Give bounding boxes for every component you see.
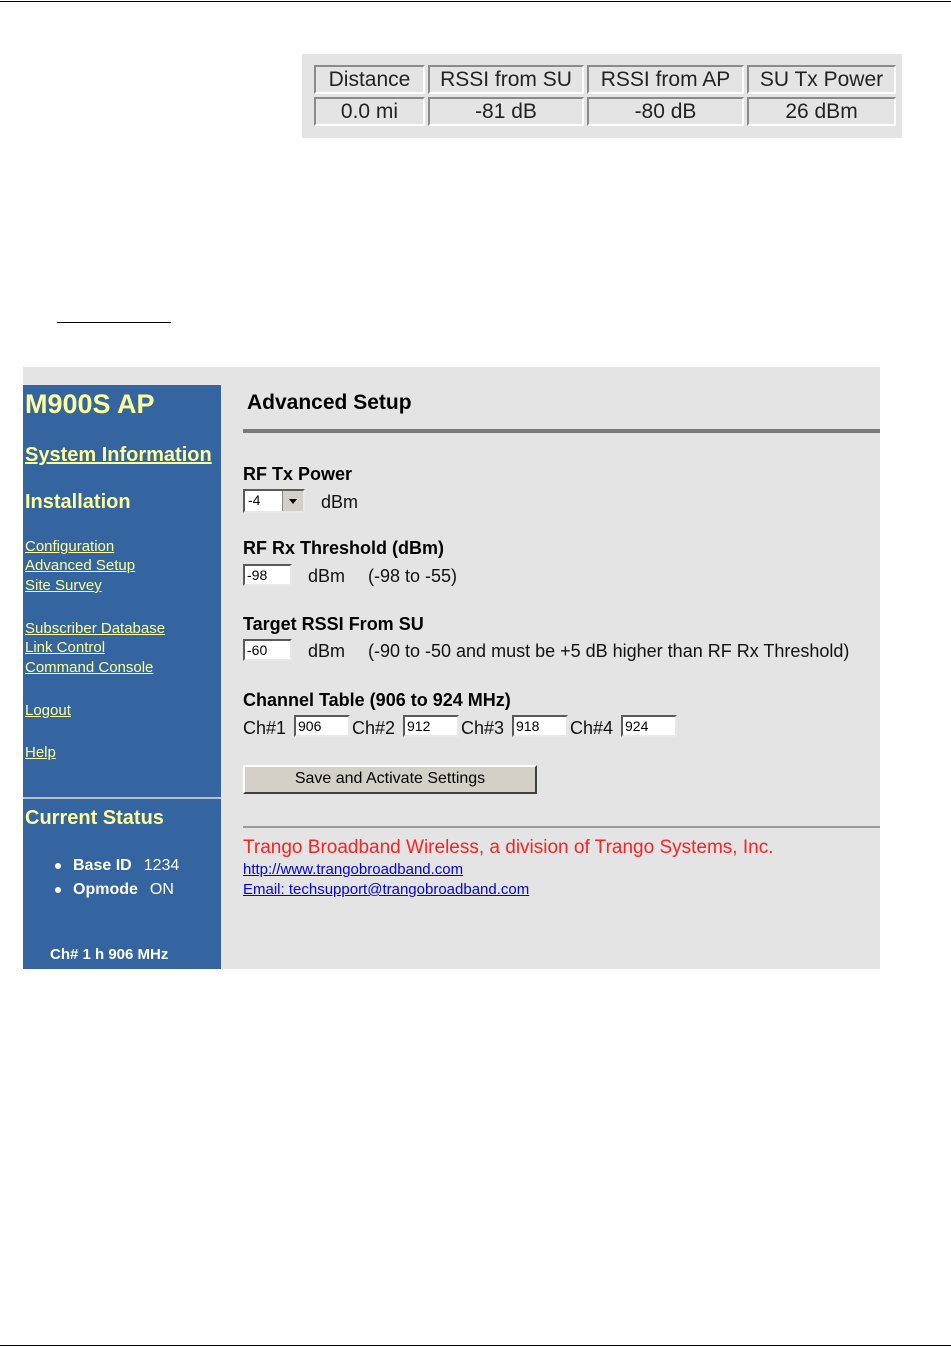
target-rssi-label: Target RSSI From SU	[243, 614, 424, 634]
rf-tx-power-unit: dBm	[321, 492, 359, 512]
value-distance: 0.0 mi	[314, 97, 425, 126]
channel-3-label: Ch#3	[461, 718, 505, 738]
rf-tx-power-label: RF Tx Power	[243, 464, 353, 484]
rf-rx-threshold-label: RF Rx Threshold (dBm)	[243, 538, 444, 558]
rf-rx-threshold-unit: dBm	[308, 566, 346, 586]
bottom-rule	[0, 1345, 951, 1346]
bullet-icon	[55, 863, 61, 869]
underline-decoration	[57, 322, 171, 323]
table-row	[314, 97, 896, 126]
sidebar-item-subscriber-database[interactable]: Subscriber Database	[25, 620, 166, 637]
status-value: 1234	[143, 857, 180, 874]
target-rssi-unit: dBm	[308, 641, 346, 661]
sidebar-item-site-survey[interactable]: Site Survey	[25, 577, 102, 594]
sidebar-item-link-control[interactable]: Link Control	[25, 639, 106, 656]
rf-rx-threshold-input[interactable]	[243, 564, 292, 586]
table-header-row	[314, 65, 896, 94]
target-rssi-input[interactable]	[243, 639, 292, 661]
footer-divider	[243, 826, 880, 828]
top-rule	[0, 1, 951, 2]
channel-4-label: Ch#4	[570, 718, 614, 738]
header-rssi-from-su: RSSI from SU	[428, 65, 584, 94]
channel-1-input[interactable]	[294, 715, 350, 737]
channel-3-input[interactable]	[512, 715, 568, 737]
website-link[interactable]: http://www.trangobroadband.com	[243, 861, 464, 878]
measurement-table	[311, 62, 899, 129]
channel-2-label: Ch#2	[352, 718, 396, 738]
channel-1-label: Ch#1	[243, 718, 287, 738]
rf-tx-power-select[interactable]	[243, 489, 305, 513]
sidebar	[23, 385, 221, 969]
sidebar-divider	[23, 797, 221, 799]
measurement-table-panel	[302, 54, 902, 138]
channel-2-input[interactable]	[403, 715, 459, 737]
header-rssi-from-ap: RSSI from AP	[587, 65, 744, 94]
value-rssi-from-ap: -80 dB	[587, 97, 744, 126]
title-divider	[243, 429, 880, 433]
chevron-down-icon[interactable]	[282, 491, 303, 511]
sidebar-item-configuration[interactable]: Configuration	[25, 538, 115, 555]
sidebar-item-command-console[interactable]: Command Console	[25, 659, 154, 676]
sidebar-item-advanced-setup[interactable]: Advanced Setup	[25, 557, 136, 574]
installation-heading: Installation	[25, 491, 131, 513]
target-rssi-note: (-90 to -50 and must be +5 dB higher than RF Rx Threshold)	[368, 641, 850, 661]
sidebar-item-logout[interactable]: Logout	[25, 702, 71, 719]
device-title: M900S AP	[25, 389, 155, 419]
value-su-tx-power: 26 dBm	[747, 97, 896, 126]
bullet-icon	[55, 887, 61, 893]
value-rssi-from-su: -81 dB	[428, 97, 584, 126]
header-distance: Distance	[314, 65, 425, 94]
status-value: ON	[149, 881, 174, 898]
page-title: Advanced Setup	[247, 391, 412, 414]
rf-tx-power-value: -4	[248, 492, 261, 508]
rf-rx-threshold-range: (-98 to -55)	[368, 566, 458, 586]
current-status-heading: Current Status	[25, 807, 164, 829]
sidebar-item-help[interactable]: Help	[25, 744, 56, 761]
channel-4-input[interactable]	[621, 715, 677, 737]
save-activate-button[interactable]: Save and Activate Settings	[243, 765, 537, 794]
status-label: Opmode	[73, 881, 138, 898]
advanced-setup-screenshot	[23, 367, 880, 969]
company-text: Trango Broadband Wireless, a division of Trango Systems, Inc.	[243, 837, 774, 858]
email-link[interactable]: Email: techsupport@trangobroadband.com	[243, 881, 530, 898]
system-information-link[interactable]: System Information	[25, 444, 212, 466]
header-su-tx-power: SU Tx Power	[747, 65, 896, 94]
channel-table-label: Channel Table (906 to 924 MHz)	[243, 690, 511, 710]
status-opmode	[55, 881, 174, 899]
channel-status: Ch# 1 h 906 MHz	[50, 946, 169, 963]
status-label: Base ID	[73, 857, 132, 874]
status-base-id	[55, 857, 179, 875]
